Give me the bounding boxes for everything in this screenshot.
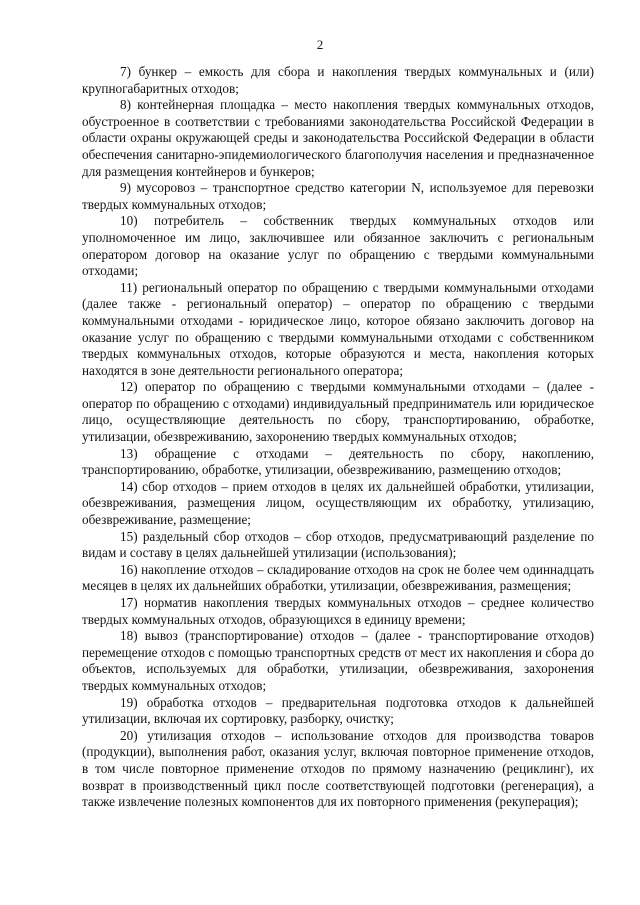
- definition-paragraph: 13) обращение с отходами – деятельность по сбору, накоплению, транспортированию, обработке, утилизации, обезвреживанию, размещению отходов;: [82, 445, 594, 478]
- page-number: 2: [316, 37, 324, 52]
- definition-paragraph: 10) потребитель – собственник твердых коммунальных отходов или уполномоченное им лицо, заключившее или обязанное заключить с региональным оператором договор на оказание услуг по обращению с твердыми коммунальными отходами;: [82, 213, 594, 279]
- definition-paragraph: 11) региональный оператор по обращению с твердыми коммунальными отходами (далее также - региональный оператор) – оператор по обращению с твердыми коммунальными отходами - юридическое лицо, которое обязано заключить договор на оказание услуг по обращению с твердыми коммунальными отходами с собственником твердых коммунальных отходов, которые образуются и места, накопления которых находятся в зоне деятельности регионального оператора;: [82, 279, 594, 378]
- definition-paragraph: 20) утилизация отходов – использование отходов для производства товаров (продукции), выполнения работ, оказания услуг, включая повторное применение отходов, в том числе повторное применение отходов по прямому назначению (рециклинг), их возврат в производственный цикл после соответствующей подготовки (регенерация), а также извлечение полезных компонентов для их повторного применения (рекуперация);: [82, 727, 594, 810]
- definition-paragraph: 15) раздельный сбор отходов – сбор отходов, предусматривающий разделение по видам и составу в целях дальнейшей утилизации (использования);: [82, 528, 594, 561]
- definition-paragraph: 18) вывоз (транспортирование) отходов – (далее - транспортирование отходов) перемещение отходов с помощью транспортных средств от мест их накопления и сбора до объектов, используемых для обработки, утилизации, обезвреживания, захоронения твердых коммунальных отходов;: [82, 628, 594, 693]
- definition-paragraph: 7) бункер – емкость для сбора и накопления твердых коммунальных и (или) крупногабаритных отходов;: [82, 64, 594, 96]
- document-body: [82, 64, 594, 811]
- definition-paragraph: 12) оператор по обращению с твердыми коммунальными отходами – (далее - оператор по обращению с отходами) индивидуальный предприниматель или юридическое лицо, осуществляющие деятельность по сбору, транспортированию, обработке, утилизации, обезвреживанию, захоронению твердых коммунальных отходов;: [82, 379, 594, 445]
- definition-paragraph: 17) норматив накопления твердых коммунальных отходов – среднее количество твердых коммунальных отходов, образующихся в единицу времени;: [82, 595, 594, 627]
- definition-paragraph: 16) накопление отходов – складирование отходов на срок не более чем одиннадцать месяцев в целях их дальнейших обработки, утилизации, обезвреживания, размещения;: [82, 561, 594, 594]
- definition-paragraph: 9) мусоровоз – транспортное средство категории N, используемое для перевозки твердых коммунальных отходов;: [82, 180, 594, 212]
- definition-paragraph: 14) сбор отходов – прием отходов в целях их дальнейшей обработки, утилизации, обезвреживания, размещения лицом, осуществляющим их обработку, утилизацию, обезвреживание, размещение;: [82, 478, 594, 528]
- definition-paragraph: 19) обработка отходов – предварительная подготовка отходов к дальнейшей утилизации, включая их сортировку, разборку, очистку;: [82, 694, 594, 727]
- definition-paragraph: 8) контейнерная площадка – место накопления твердых коммунальных отходов, обустроенное в соответствии с требованиями законодательства Российской Федерации в области охраны окружающей среды и законодательства Российской Федерации в области обеспечения санитарно-эпидемиологического благополучия населения и предназначенное для размещения контейнеров и бункеров;: [82, 97, 594, 179]
